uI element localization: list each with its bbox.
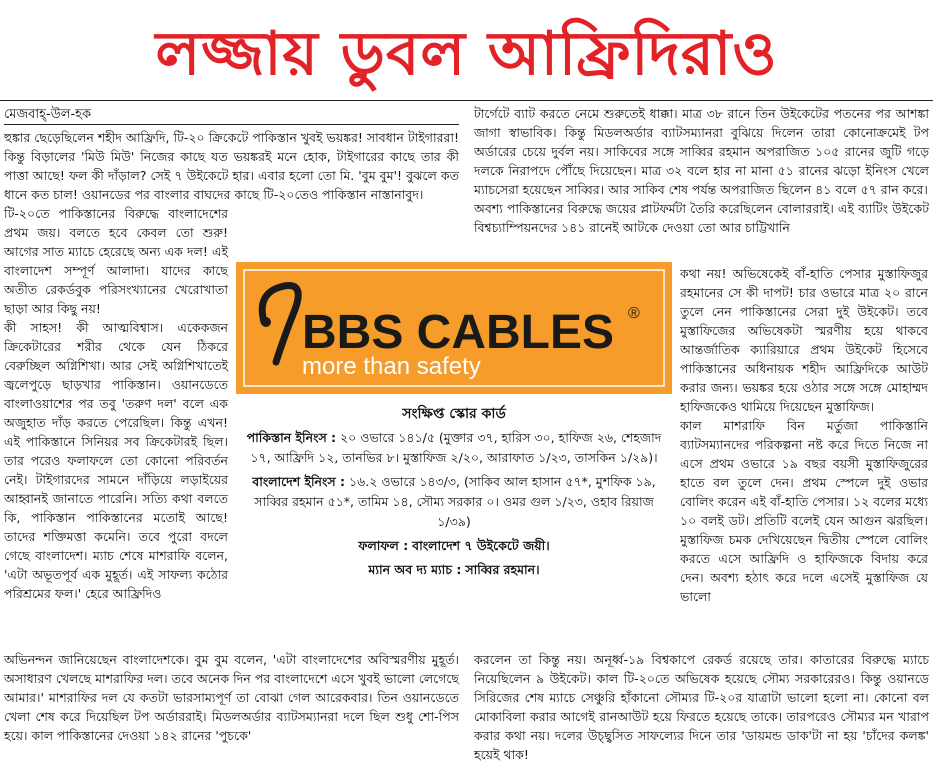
ad-brand: BBS CABLES	[302, 306, 615, 359]
pakistan-innings	[236, 428, 672, 468]
ad-tagline: more than safety	[302, 353, 481, 380]
bottom-right-paragraph: করলেন তা কিন্তু নয়। অনূর্ধ্ব-১৯ বিশ্বকাপে রেকর্ড রয়েছে তার। কাতারের বিরুদ্ধে ম্যাচে নিয়েছিলেন ৯ উইকেট। কাল টি-২০তে অভিষেক হয়েছে সৌম্য সরকারেরও। কিন্তু ওয়ানডে সিরিজের শেষ ম্যাচে সেঞ্চুরি হাঁকানো সৌম্যর টি-২০র যাত্রাটা ভালো হলো না। কোনো বল মোকাবিলা করার আগেই রানআউট হয়ে ফিরতে হয়েছে তাকে। তারপরেও সৌম্যর মন খারাপ করার কথা নয়। দলের উচ্ছ্বসিত সাফল্যের দিনে তার 'ডায়মন্ড ডাক'টা না হয় 'চাঁদের কলঙ্ক' হয়েই থাক!	[474, 652, 929, 762]
byline: মেজবাহ্-উল-হক	[4, 106, 459, 125]
headline-rule	[0, 100, 933, 101]
result-label: ফলাফল :	[358, 538, 409, 553]
scorecard-title: সংক্ষিপ্ত স্কোর কার্ড	[402, 406, 506, 422]
bottom-left-column	[4, 650, 459, 762]
ad-registered: ®	[628, 305, 640, 322]
left-paragraph-3: কী সাহস! কী আত্মবিশ্বাস। একেকজন ক্রিকেটারের শরীর থেকে যেন ঠিকরে বেরুচ্ছিল অগ্নিশিখা। আর সেই অগ্নিশিখাতেই জ্বলেপুড়ে ছাড়খার পাকিস্তান। ওয়ানডেতে বাংলাওয়াশের পর তবু 'তরুণ দল' বলে এক অজুহাত দাঁড় করতে পেরেছিল। কিন্তু এখন! এই পাকিস্তানে সিনিয়র সব ক্রিকেটারই ছিল। তার পরেও ফলাফলে তো কোনো পরিবর্তন নেই। টাইগারদের সামনে দাঁড়িয়ে লড়াইয়ের আহ্বানই জানাতে পারেনি। সত্যি কথা বলতে কি, পাকিস্তান পাকিস্তানের মতোই আছে! তাদের শক্তিমত্তা কমেনি। তবে পুরো বদলে গেছে বাংলাদেশ। ম্যাচ শেষে মাশরাফি বলেন, 'এটা অভূতপূর্ব এক মুহূর্ত। এই সাফল্য কঠোর পরিশ্রমের ফল।' হেরে আফ্রিদিও	[4, 320, 228, 601]
bangladesh-innings-label: বাংলাদেশ ইনিংস :	[252, 474, 346, 489]
headline: লজ্জায় ডুবল আফ্রিদিরাও	[155, 19, 778, 89]
result	[236, 536, 672, 556]
right-top-paragraph-2: অবশ্য পাকিস্তানের বিরুদ্ধে জয়ের প্লাটফর্মটা তৈরি করেছিলেন বোলাররাই। এই ব্যাটিং উইকেট বিশ্বচ্যাম্পিয়নদের ১৪১ রানেই আটকে দেওয়া তো আর চাট্টিখানি	[474, 201, 929, 235]
bottom-left-paragraph: অভিনন্দন জানিয়েছেন বাংলাদেশকে। বুম বুম বলেন, 'এটা বাংলাদেশের অবিস্মরণীয় মুহূর্ত। অসাধারণ খেলছে মাশরাফির দল। তবে অনেক দিন পর বাংলাদেশে এসে খুবই ভালো লেগেছে আমার।' মাশরাফির দল যে কতটা ভারসাম্যপূর্ণ তা বোঝা গেল আরেকবার। তিন ওয়ানডেতে খেলা শেষ করে দিয়েছিল টপ অর্ডাররাই। মিডলঅর্ডার ব্যাটসম্যানরা দলে ছিল শুধু শো-পিস হয়ে। কাল পাকিস্তানের দেওয়া ১৪২ রানের 'পুচকে'	[4, 652, 459, 743]
bangladesh-innings-text: ১৬.২ ওভারে ১৪৩/৩, (সাকিব আল হাসান ৫৭*, মুশফিক ১৯, সাব্বির রহমান ৫১*, তামিম ১৪, সৌম্য সরকার ০। ওমর গুল ১/২৩, ওহাব রিয়াজ ১/৩৯)	[254, 474, 656, 529]
bangladesh-innings	[236, 472, 672, 532]
scorecard	[236, 404, 672, 584]
pakistan-innings-text: ২০ ওভারে ১৪১/৫ (মুক্তার ৩৭, হারিস ৩০, হাফিজ ২৬, শেহজাদ ১৭, আফ্রিদি ১২, তানভির ৮। মুস্তাফিজ ২/২০, আরাফাত ১/২৩, তাসকিন ১/২৯)।	[250, 430, 662, 465]
right-column	[680, 264, 928, 644]
man-of-the-match	[236, 560, 672, 580]
right-top-paragraph-1: টার্গেটে ব্যাট করতে নেমে শুরুতেই ধাক্কা। মাত্র ৩৮ রানে তিন উইকেটের পতনের পর আশঙ্কা জাগা স্বাভাবিক। কিন্তু মিডলঅর্ডার ব্যাটসম্যানরা বুঝিয়ে দিলেন তারা কোনোক্রমেই টপ অর্ডারের চেয়ে দুর্বল নয়। সাকিবের সঙ্গে সাব্বির রহমান অপরাজিত ১০৫ রানের জুটি গড়ে দলকে নিরাপদে পৌঁছে দিয়েছেন। মাত্র ৩২ বলে হার না মানা ৫১ রানের ঝড়ো ইনিংস খেলে ম্যাচসেরা হয়েছেন সাব্বির। আর সাকিব শেষ পর্যন্ত অপরাজিত ছিলেন ৪১ বলে ৫৭ রান করে।	[474, 106, 929, 197]
right-paragraph-1: কথা নয়! অভিষেকেই বাঁ-হাতি পেসার মুস্তাফিজুর রহমানের সে কী দাপট! চার ওভারে মাত্র ২০ রানে তুলে নেন পাকিস্তানের সেরা দুই উইকেট। তবে মুস্তাফিজের অভিষেকটা স্মরণীয় হয়ে থাকবে আন্তর্জাতিক ক্যারিয়ারে প্রথম উইকেট হিসেবে পাকিস্তানের অধিনায়ক শহীদ আফ্রিদিকে আউট করার জন্য। ভয়ঙ্কর হয়ে ওঠার সঙ্গে সঙ্গে মোহাম্মদ হাফিজকেও থামিয়ে দিয়েছেন মুস্তাফিজ।	[680, 266, 928, 414]
result-text: বাংলাদেশ ৭ উইকেটে জয়ী।	[412, 538, 550, 553]
bbs-cables-logo	[236, 262, 672, 394]
left-paragraph-1: হুঙ্কার ছেড়েছিলেন শহীদ আফ্রিদি, টি-২০ ক্রিকেটে পাকিস্তান খুবই ভয়ঙ্কর! সাবধান টাইগাররা! কিন্তু বিড়ালের 'মিউ মিউ' নিজের কাছে যত ভয়ঙ্করই মনে হোক, টাইগারের কাছে তার কী পাত্তা আছে! ফল কী দাঁড়াল? সেই ৭ উইকেটে হার। এবার হলো তো মি. 'বুম বুম'! বুঝলে কত ধানে কত চাল! ওয়ানডের পর বাংলার বাঘদের কাছে টি-২০তেও পাকিস্তান নাস্তানাবুদ।	[4, 130, 459, 202]
bottom-right-column	[474, 650, 929, 762]
right-top-column	[474, 104, 929, 262]
left-paragraph-2: টি-২০তে পাকিস্তানের বিরুদ্ধে বাংলাদেশের প্রথম জয়। বলতে হবে কেবল তো শুরু! আগের সাত ম্যাচে হেরেছে অন্য এক দল! এই বাংলাদেশ সম্পূর্ণ আলাদা। যাদের কাছে অতীত রেকর্ডবুক পরিসংখ্যানের খেরোখাতা ছাড়া আর কিছু নয়!	[4, 206, 228, 316]
right-paragraph-2: কাল মাশরাফি বিন মর্তুজা পাকিস্তানি ব্যাটসম্যানদের পরিকল্পনা নষ্ট করে দিতে নিজে না এসে প্রথম ওভারে ১৯ বছর বয়সী মুস্তাফিজুরের হাতে বল তুলে দেন। প্রথম স্পেলে দুই ওভার বোলিং করেন এই বাঁ-হাতি পেসার। ১২ বলের মধ্যে ১০ বলই ডট। প্রতিটি বলেই যেন আগুন ঝরছিল। মুস্তাফিজ চমক দেখিয়েছেন দ্বিতীয় স্পেলে বোলিং করতে এসে আফ্রিদি ও হাফিজকে বিদায় করে দেন। অবশ্য হঠাৎ করে দলে এসেই মুস্তাফিজ যে ভালো	[680, 418, 928, 604]
pakistan-innings-label: পাকিস্তান ইনিংস :	[246, 430, 337, 445]
bbs-cables-ad	[236, 262, 672, 394]
mom-text: সাব্বির রহমান।	[465, 562, 540, 577]
mom-label: ম্যান অব দ্য ম্যাচ :	[368, 562, 462, 577]
